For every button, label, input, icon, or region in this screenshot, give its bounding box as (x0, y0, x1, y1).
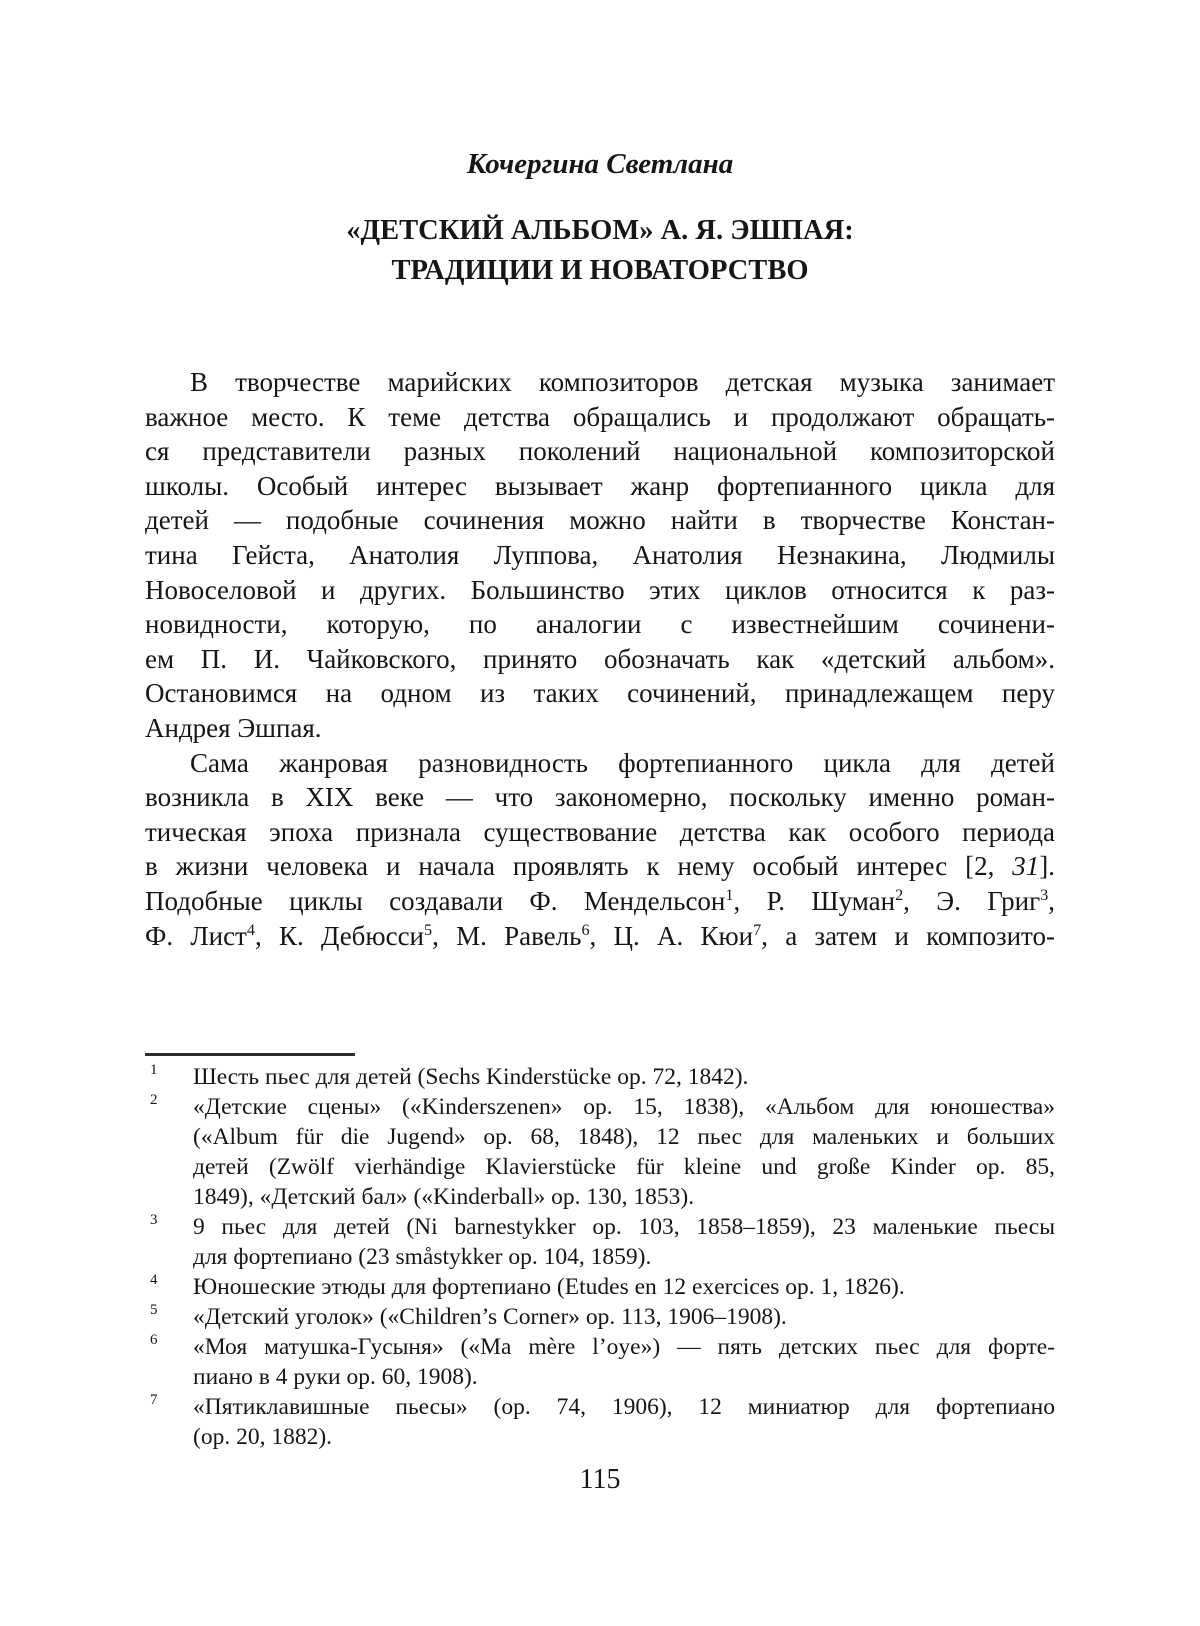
footnote-ref-6: 6 (581, 920, 590, 939)
text-segment: , К. Дебюсси (254, 920, 425, 951)
footnote-text (193, 1272, 1055, 1302)
title-line-2: ТРАДИЦИИ И НОВАТОРСТВО (391, 255, 809, 286)
footnote-text (193, 1302, 1055, 1332)
page-number: 115 (579, 1464, 621, 1495)
text-segment: , М. Равель (432, 920, 582, 951)
text-segment: Подобные циклы создавали Ф. Мендельсон (145, 885, 726, 916)
footnote-ref-7: 7 (753, 920, 762, 939)
text-line: возникла в XIX веке — что закономерно, поскольку именно роман- (145, 782, 1055, 813)
citation-page-italic: 31 (1012, 851, 1040, 882)
text-segment: Ф. Лист (145, 920, 247, 951)
text-line: «Моя матушка-Гусыня» («Ma mère l’oye») — пять детских пьес для форте- (193, 1334, 1055, 1360)
paragraph-2-middle (145, 780, 1055, 849)
footnote-text (193, 1392, 1055, 1452)
footnote-ref-1: 1 (725, 885, 734, 904)
footnote-item (145, 1302, 1055, 1332)
text-line: «Детский уголок» («Children’s Corner» op. 113, 1906–1908). (193, 1304, 787, 1330)
text-line: 9 пьес для детей (Ni barnestykker op. 103, 1858–1859), 23 маленькие пьесы (193, 1214, 1055, 1240)
footnote-separator-rule (145, 1053, 355, 1056)
footnote-item (145, 1212, 1055, 1272)
text-line-composers-2 (145, 919, 1055, 954)
footnote-marker: 1 (150, 1062, 158, 1078)
footnote-marker: 4 (150, 1272, 158, 1288)
text-segment: , а затем и композито- (761, 920, 1055, 951)
footnotes-block (145, 1062, 1055, 1452)
footnote-marker: 3 (150, 1212, 158, 1228)
footnote-text (193, 1332, 1055, 1392)
text-line: Шесть пьес для детей (Sechs Kinderstücke op. 72, 1842). (193, 1064, 749, 1090)
text-line: ся представители разных поколений национальной композиторской (145, 436, 1055, 467)
text-line: 1849), «Детский бал» («Kinderball» op. 130, 1853). (193, 1184, 695, 1210)
title-line-1: «ДЕТСКИЙ АЛЬБОМ» А. Я. ЭШПАЯ: (346, 215, 854, 246)
text-line: (op. 20, 1882). (193, 1424, 333, 1450)
text-line: Юношеские этюды для фортепиано (Etudes en 12 exercices op. 1, 1826). (193, 1274, 905, 1300)
footnote-ref-5: 5 (424, 920, 433, 939)
text-line: детей — подобные сочинения можно найти в творчестве Констан- (145, 505, 1055, 536)
text-line: Новоселовой и других. Большинство этих циклов относится к раз- (145, 574, 1055, 605)
footnote-text (193, 1062, 1055, 1092)
footnote-marker: 2 (150, 1092, 158, 1108)
text-line: Сама жанровая разновидность фортепианного цикла для детей (190, 747, 1055, 778)
footnote-text (193, 1092, 1055, 1212)
footnote-marker: 5 (150, 1302, 158, 1318)
text-segment: , (1048, 885, 1055, 916)
author-line: Кочергина Светлана (466, 148, 734, 180)
footnote-marker: 6 (150, 1332, 158, 1348)
text-line-composers-1 (145, 884, 1055, 919)
citation-post: ]. (1039, 851, 1055, 882)
text-line: В творчестве марийских композиторов детская музыка занимает (190, 367, 1055, 397)
text-line: Остановимся на одном из таких сочинений, принадлежащем перу (145, 678, 1055, 709)
paragraph-1 (145, 365, 1055, 746)
text-line-citation (145, 849, 1055, 884)
footnote-ref-3: 3 (1040, 885, 1049, 904)
text-line: пиано в 4 руки op. 60, 1908). (193, 1364, 478, 1390)
text-line: детей (Zwölf vierhändige Klavierstücke für kleine und große Kinder op. 85, (193, 1154, 1055, 1180)
text-line: для фортепиано (23 småstykker op. 104, 1859). (193, 1244, 652, 1270)
article-title (0, 211, 1200, 291)
footnote-ref-2: 2 (895, 885, 904, 904)
text-segment: , Э. Григ (903, 885, 1041, 916)
footnote-item (145, 1062, 1055, 1092)
text-line: новидности, которую, по аналогии с известнейшим сочинени- (145, 609, 1055, 640)
citation-pre: в жизни человека и начала проявлять к нему особый интерес [2, (145, 851, 1013, 882)
text-line: школы. Особый интерес вызывает жанр фортепианного цикла для (145, 470, 1055, 501)
footnote-ref-4: 4 (246, 920, 255, 939)
footnote-item (145, 1332, 1055, 1392)
text-segment: , Р. Шуман (733, 885, 896, 916)
text-line: «Детские сцены» («Kinderszenen» op. 15, 1838), «Альбом для юношества» (193, 1094, 1055, 1120)
footnote-marker: 7 (150, 1392, 158, 1408)
text-line: («Album für die Jugend» op. 68, 1848), 12 пьес для маленьких и больших (193, 1124, 1055, 1150)
footnote-item (145, 1392, 1055, 1452)
text-line: Андрея Эшпая. (145, 712, 322, 743)
text-line: важное место. К теме детства обращались и продолжают обращать- (145, 401, 1055, 432)
text-line: тина Гейста, Анатолия Луппова, Анатолия Незнакина, Людмилы (145, 539, 1055, 570)
text-line: тическая эпоха признала существование детства как особого периода (145, 816, 1055, 847)
text-line: «Пятиклавишные пьесы» (op. 74, 1906), 12 миниатюр для фортепиано (193, 1394, 1055, 1420)
text-segment: , Ц. А. Кюи (589, 920, 754, 951)
footnote-item (145, 1092, 1055, 1212)
body-text (145, 365, 1055, 953)
footnote-item (145, 1272, 1055, 1302)
text-line: ем П. И. Чайковского, принято обозначать как «детский альбом». (145, 643, 1055, 674)
footnote-text (193, 1212, 1055, 1272)
